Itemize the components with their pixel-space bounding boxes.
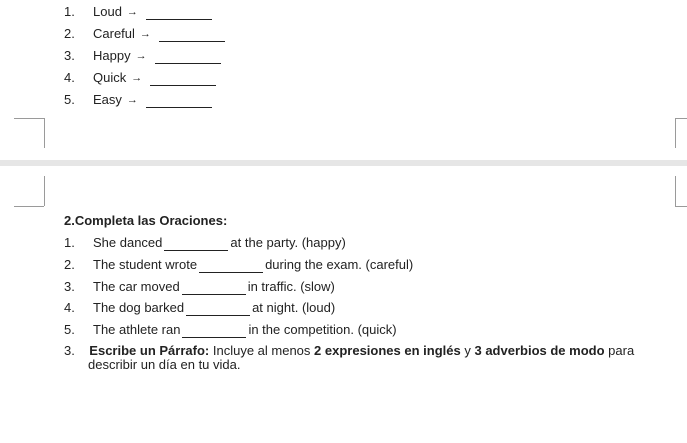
answer-blank[interactable] [182,282,246,295]
instruction-text: para [608,343,635,358]
item-number: 1. [64,235,75,250]
word: Happy [93,48,131,63]
answer-blank[interactable] [146,95,212,108]
corner-mark [44,118,45,148]
word: Careful [93,26,135,41]
sentence-end: during the exam. (careful) [265,257,414,272]
sentence-start: The car moved [93,279,180,294]
word: Quick [93,70,127,85]
corner-mark [675,118,687,119]
corner-mark [44,176,45,206]
item-number: 3. [64,279,75,294]
instruction-bold: 2 expresiones en inglés [314,343,461,358]
sentence-start: The dog barked [93,300,185,315]
answer-blank[interactable] [182,325,246,338]
item-number: 4. [64,70,75,85]
sentence-end: at the party. (happy) [230,235,346,250]
instruction-line-2: describir un día en tu vida. [88,357,241,372]
sentence-start: She danced [93,235,163,250]
sentence-start: The student wrote [93,257,198,272]
sentence-end: at night. (loud) [252,300,336,315]
instruction-label: Escribe un Párrafo: [89,343,210,358]
item-number: 5. [64,92,75,107]
answer-blank[interactable] [199,260,263,273]
item-number: 3. [64,343,75,358]
corner-mark [14,206,44,207]
paragraph-instruction [64,344,664,372]
sentence-end: in traffic. (slow) [247,279,335,294]
corner-mark [675,118,676,148]
answer-blank[interactable] [159,29,225,42]
item-number: 5. [64,322,75,337]
item-number: 1. [64,4,75,19]
instruction-text: y [464,343,471,358]
sentence-end: in the competition. (quick) [248,322,397,337]
answer-blank[interactable] [186,303,250,316]
answer-blank[interactable] [150,73,216,86]
corner-mark [14,118,44,119]
arrow-icon: → [131,72,143,84]
corner-mark [675,206,687,207]
arrow-icon: → [135,50,147,62]
arrow-icon: → [126,6,138,18]
arrow-icon: → [139,28,151,40]
sentence-start: The athlete ran [93,322,181,337]
answer-blank[interactable] [155,51,221,64]
instruction-bold: 3 adverbios de modo [474,343,605,358]
item-number: 4. [64,300,75,315]
word: Loud [93,4,122,19]
item-number: 3. [64,48,75,63]
word: Easy [93,92,122,107]
instruction-text: Incluye al menos [212,343,311,358]
item-number: 2. [64,257,75,272]
answer-blank[interactable] [146,7,212,20]
answer-blank[interactable] [164,238,228,251]
section-heading: 2.Completa las Oraciones: [64,213,228,228]
arrow-icon: → [126,94,138,106]
corner-mark [675,176,676,206]
item-number: 2. [64,26,75,41]
